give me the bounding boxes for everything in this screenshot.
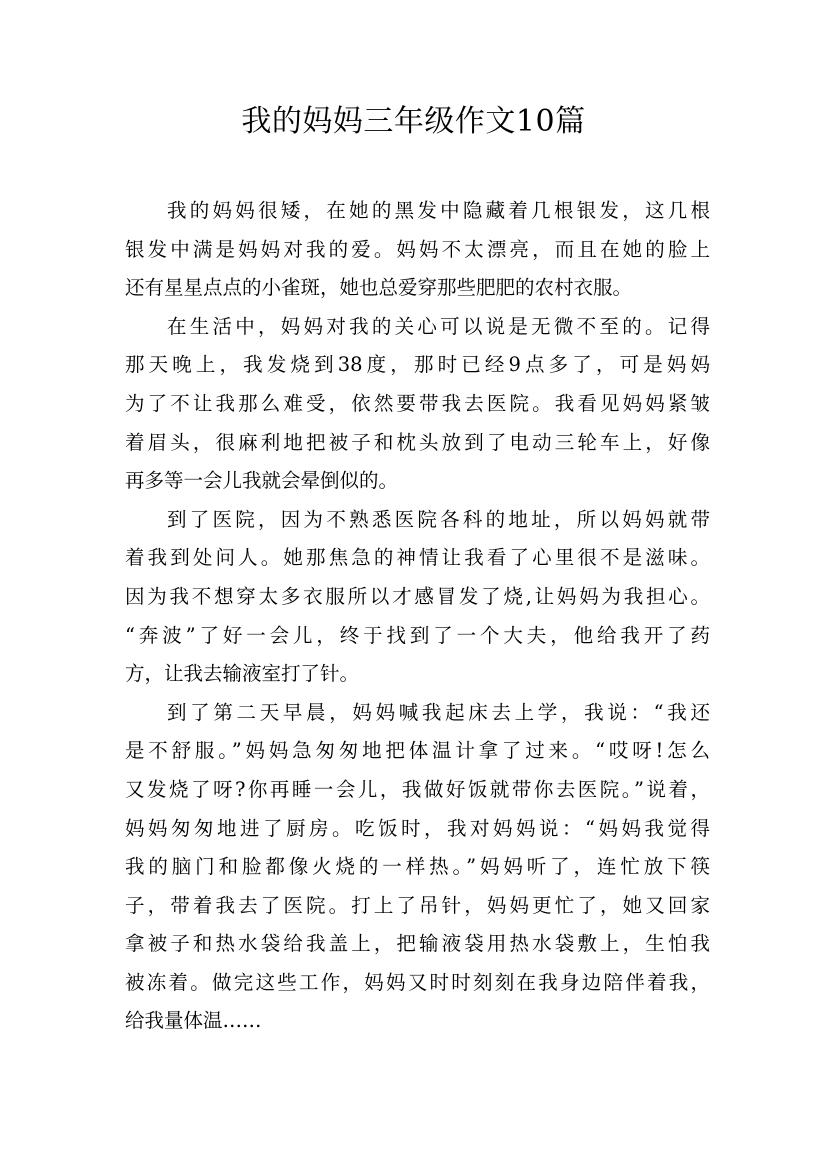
text-line: 是不舒服。”妈妈急匆匆地把体温计拿了过来。“哎呀!怎么	[125, 739, 710, 763]
text-line: 着眉头，很麻利地把被子和枕头放到了电动三轮车上，好像	[125, 430, 710, 454]
text-line: 那天晚上，我发烧到38度，那时已经9点多了，可是妈妈	[125, 353, 710, 377]
text-line: 妈妈匆匆地进了厨房。吃饭时，我对妈妈说：“妈妈我觉得	[125, 816, 710, 840]
text-line: 方，让我去输液室打了针。	[125, 662, 360, 686]
text-line: 又发烧了呀?你再睡一会儿，我做好饭就带你去医院。”说着，	[125, 777, 710, 801]
text-line: “奔波”了好一会儿，终于找到了一个大夫，他给我开了药	[125, 623, 710, 647]
text-line: 我的妈妈很矮，在她的黑发中隐藏着几根银发，这几根	[167, 199, 710, 222]
text-line: 我的脑门和脸都像火烧的一样热。”妈妈听了，连忙放下筷	[125, 855, 710, 879]
text-line: 子，带着我去了医院。打上了吊针，妈妈更忙了，她又回家	[125, 893, 710, 917]
text-line: 到了第二天早晨，妈妈喊我起床去上学，我说：“我还	[167, 700, 710, 724]
text-line: 被冻着。做完这些工作，妈妈又时时刻刻在我身边陪伴着我，	[125, 970, 710, 994]
text-line: 再多等一会儿我就会晕倒似的。	[125, 469, 399, 493]
text-line: 因为我不想穿太多衣服所以才感冒发了烧,让妈妈为我担心。	[125, 584, 710, 608]
text-line: 着我到处问人。她那焦急的神情让我看了心里很不是滋味。	[125, 546, 710, 570]
text-line: 为了不让我那么难受，依然要带我去医院。我看见妈妈紧皱	[125, 391, 710, 415]
text-line: 还有星星点点的小雀斑，她也总爱穿那些肥肥的农村衣服。	[125, 276, 633, 300]
text-line: 拿被子和热水袋给我盖上，把输液袋用热水袋敷上，生怕我	[125, 932, 710, 956]
document-title: 我的妈妈三年级作文10篇	[241, 104, 586, 139]
document-body	[125, 192, 710, 1041]
text-line: 在生活中，妈妈对我的关心可以说是无微不至的。记得	[167, 314, 710, 338]
text-line: 到了医院，因为不熟悉医院各科的地址，所以妈妈就带	[167, 507, 710, 531]
text-line: 给我量体温……	[125, 1009, 262, 1033]
text-line: 银发中满是妈妈对我的爱。妈妈不太漂亮，而且在她的脸上	[125, 237, 710, 261]
